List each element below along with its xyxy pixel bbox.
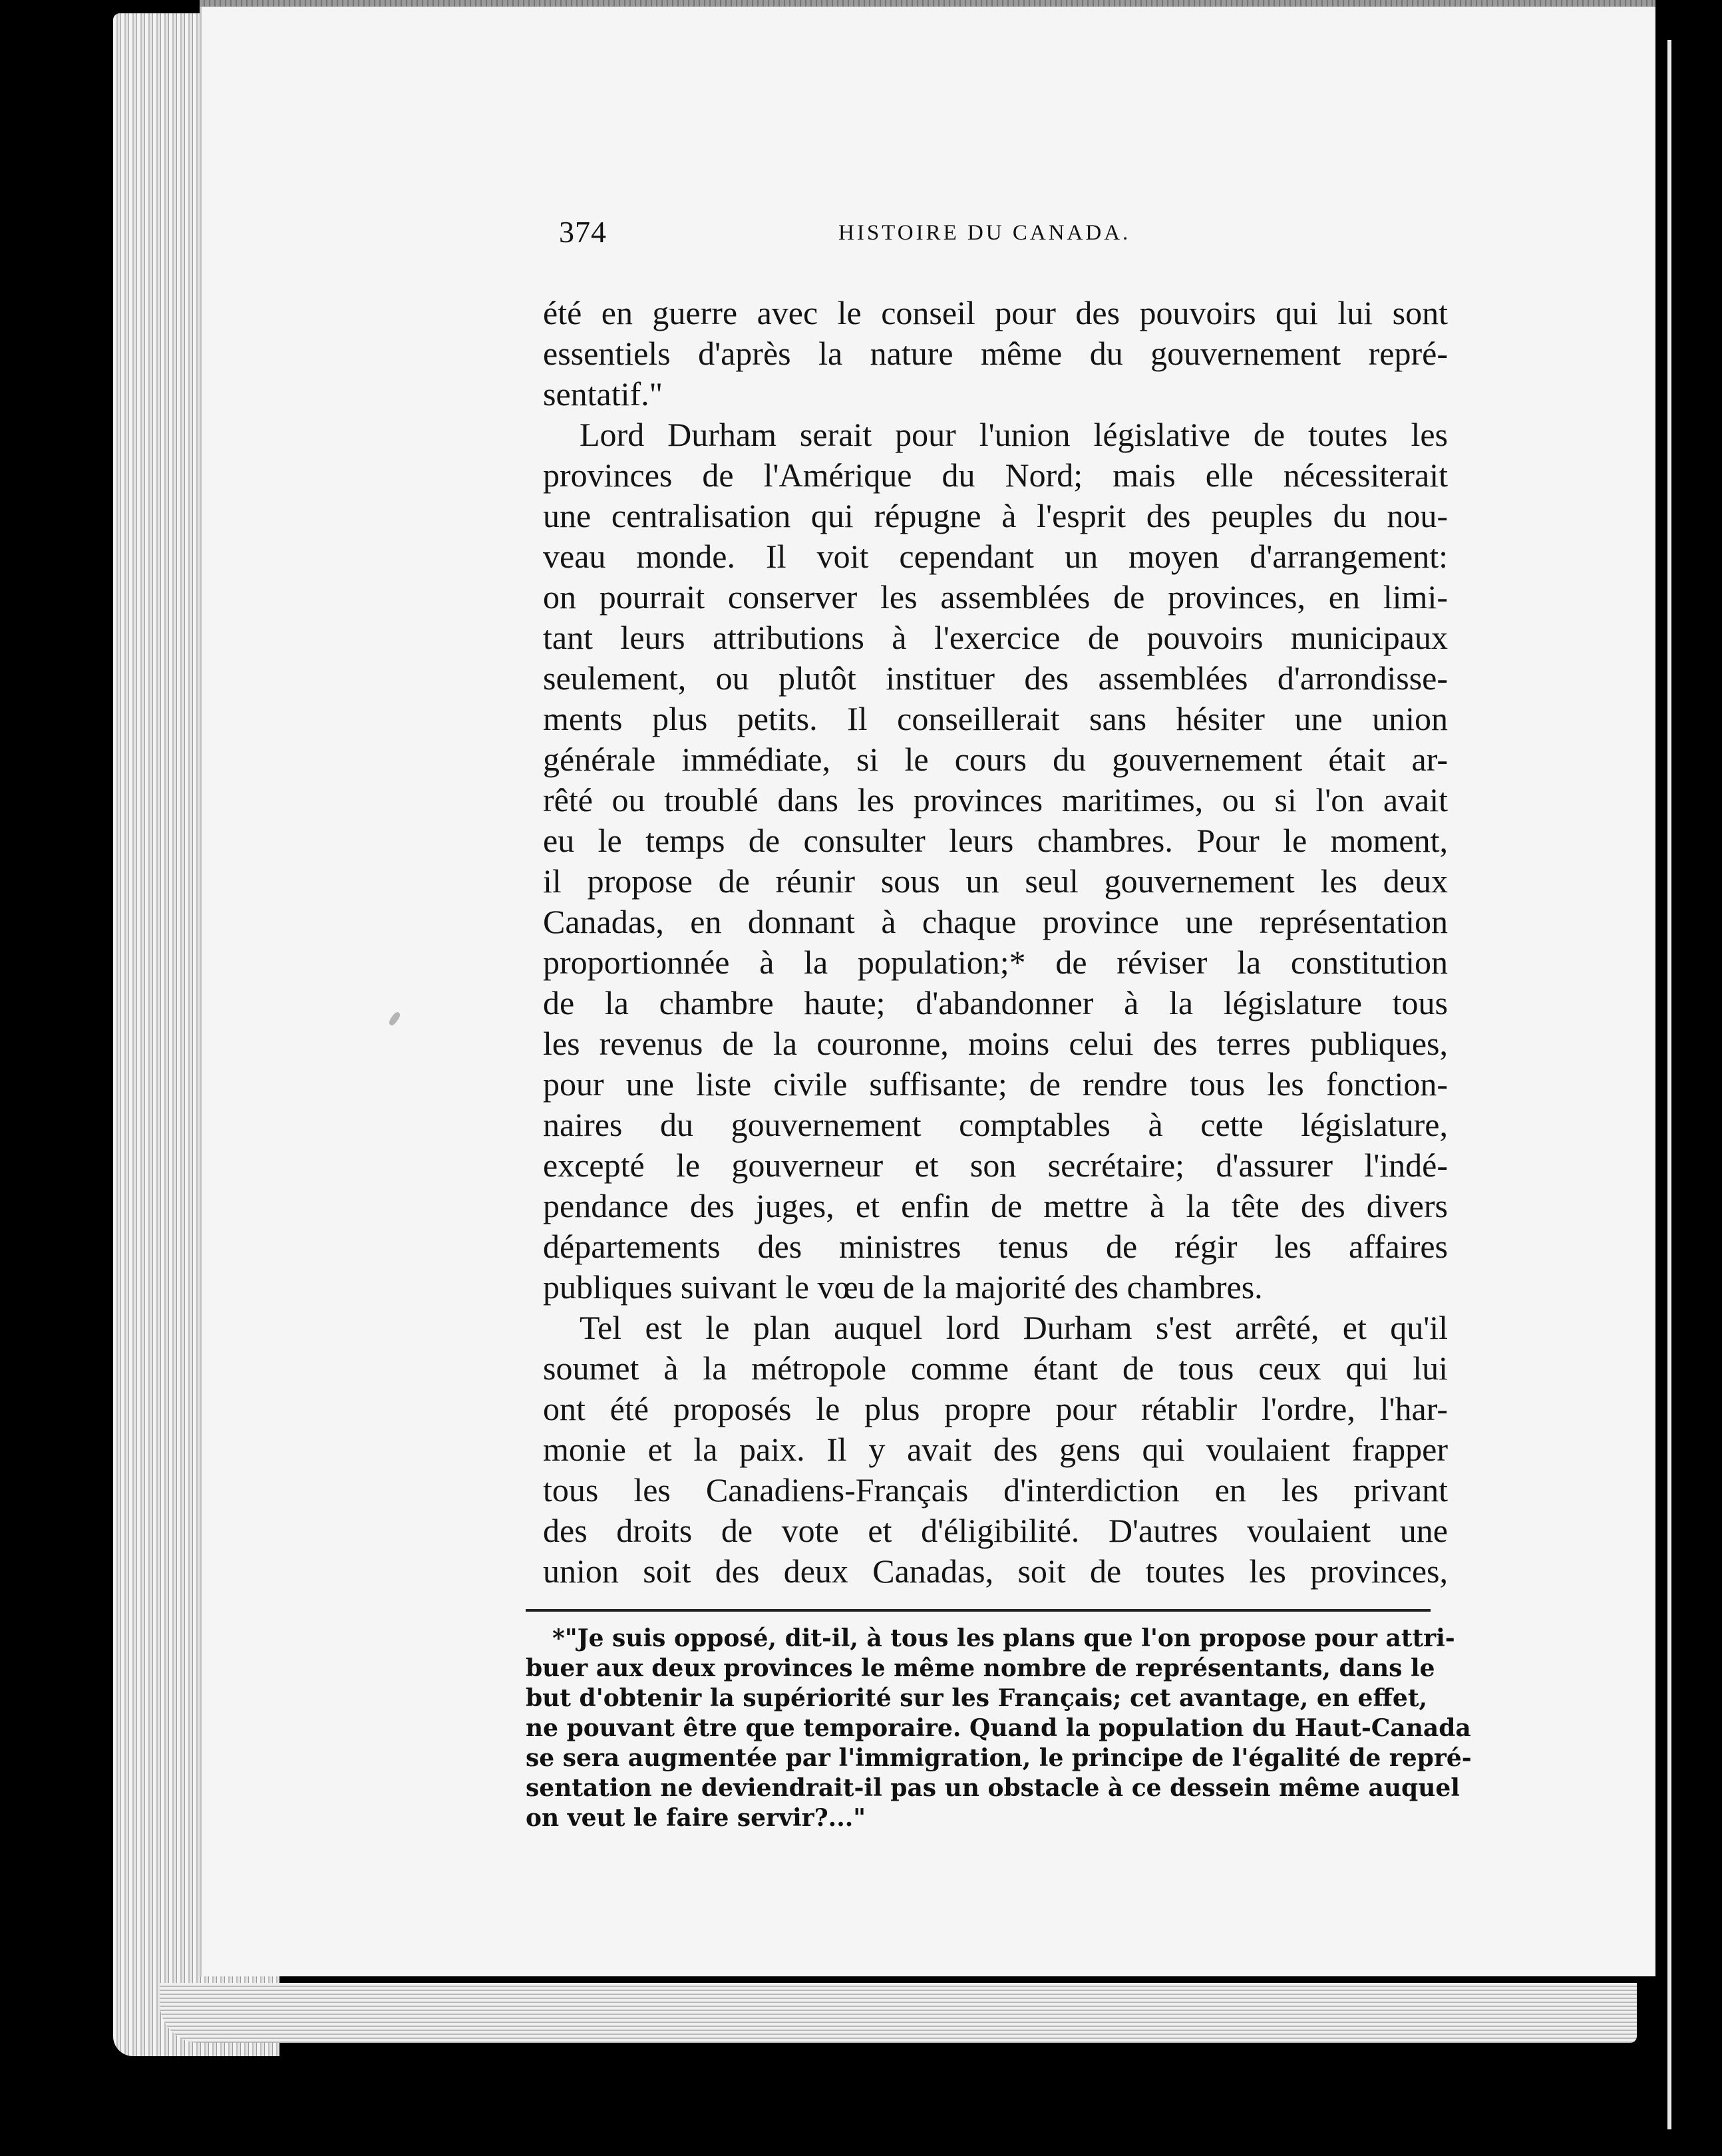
page-number: 374 — [559, 215, 607, 249]
text-line: eu le temps de consulter leurs chambres. Pour le moment, — [543, 822, 1448, 859]
text-line: Canadas, en donnant à chaque province une représentation — [543, 903, 1448, 940]
text-line: Tel est le plan auquel lord Durham s'est arrêté, et qu'il — [580, 1309, 1448, 1346]
footnote — [526, 1624, 1472, 1833]
right-gutter — [1655, 0, 1722, 2156]
text-line: soumet à la métropole comme étant de tous ceux qui lui — [543, 1349, 1448, 1387]
text-line: une centralisation qui répugne à l'esprit des peuples du nou- — [543, 497, 1448, 534]
text-line: monie et la paix. Il y avait des gens qui voulaient frapper — [543, 1431, 1448, 1468]
text-line: rêté ou troublé dans les provinces maritimes, ou si l'on avait — [543, 781, 1448, 818]
footnote-line: sentation ne deviendrait-il pas un obstacle à ce dessein même auquel — [526, 1774, 1460, 1802]
text-line: de la chambre haute; d'abandonner à la législature tous — [543, 984, 1448, 1021]
text-line: veau monde. Il voit cependant un moyen d'arrangement: — [543, 538, 1448, 575]
running-head: HISTOIRE DU CANADA. — [838, 221, 1131, 245]
book-page-edges-bottom — [160, 1983, 1637, 2043]
text-line: il propose de réunir sous un seul gouvernement les deux — [543, 862, 1448, 900]
text-line: on pourrait conserver les assemblées de provinces, en limi- — [543, 578, 1448, 616]
text-line: proportionnée à la population;* de réviser la constitution — [543, 944, 1448, 981]
text-line: pour une liste civile suffisante; de rendre tous les fonction- — [543, 1065, 1448, 1103]
text-line: union soit des deux Canadas, soit de toutes les provinces, — [543, 1552, 1448, 1590]
right-page-edge-rule — [1667, 40, 1671, 2129]
text-line: naires du gouvernement comptables à cette législature, — [543, 1106, 1448, 1143]
footnote-line: *"Je suis opposé, dit-il, à tous les plans que l'on propose pour attri- — [552, 1624, 1455, 1652]
text-line: générale immédiate, si le cours du gouvernement était ar- — [543, 741, 1448, 778]
footnote-line: but d'obtenir la supériorité sur les Français; cet avantage, en effet, — [526, 1684, 1427, 1712]
footnote-line: se sera augmentée par l'immigration, le principe de l'égalité de repré- — [526, 1744, 1472, 1772]
text-line: Lord Durham serait pour l'union législative de toutes les — [580, 416, 1448, 453]
text-line: ments plus petits. Il conseillerait sans hésiter une union — [543, 700, 1448, 737]
text-line: sentatif." — [543, 375, 663, 413]
body-text — [543, 293, 1448, 1592]
text-line: pendance des juges, et enfin de mettre à la tête des divers — [543, 1187, 1448, 1224]
text-line: ont été proposés le plus propre pour rétablir l'ordre, l'har- — [543, 1390, 1448, 1427]
text-line: tous les Canadiens-Français d'interdiction en les privant — [543, 1471, 1448, 1509]
text-line: des droits de vote et d'éligibilité. D'autres voulaient une — [543, 1512, 1448, 1549]
footnote-divider — [526, 1609, 1431, 1612]
text-line: été en guerre avec le conseil pour des pouvoirs qui lui sont — [543, 294, 1448, 331]
text-line: départements des ministres tenus de régir les affaires — [543, 1228, 1448, 1265]
footnote-line: buer aux deux provinces le même nombre de représentants, dans le — [526, 1654, 1435, 1682]
text-line: provinces de l'Amérique du Nord; mais elle nécessiterait — [543, 456, 1448, 494]
text-line: tant leurs attributions à l'exercice de pouvoirs municipaux — [543, 619, 1448, 656]
text-line: publiques suivant le vœu de la majorité des chambres. — [543, 1268, 1263, 1306]
text-line: essentiels d'après la nature même du gouvernement repré- — [543, 335, 1448, 372]
footnote-line: ne pouvant être que temporaire. Quand la population du Haut-Canada — [526, 1714, 1471, 1742]
text-line: excepté le gouverneur et son secrétaire; d'assurer l'indé- — [543, 1147, 1448, 1184]
text-line: seulement, ou plutôt instituer des assemblées d'arrondisse- — [543, 659, 1448, 697]
text-line: les revenus de la couronne, moins celui des terres publiques, — [543, 1025, 1448, 1062]
footnote-line: on veut le faire servir?..." — [526, 1804, 866, 1832]
page-header — [559, 214, 1457, 261]
